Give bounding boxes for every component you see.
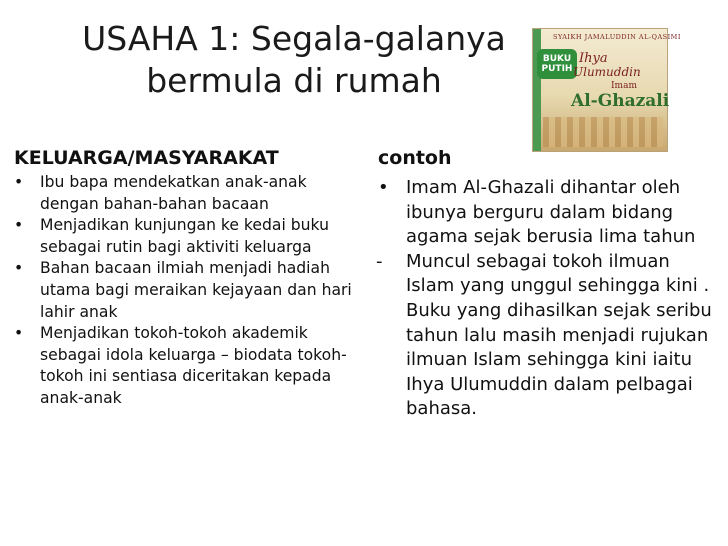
right-dash-text: Muncul sebagai tokoh ilmuan Islam yang unggul sehingga kini . Buku yang dihasilkan sejak seribu tahun lalu masih menjadi rujukan ilmuan Islam sehingga kini iaitu Ihya Ulumuddin dalam pelbagai bahasa. — [406, 250, 712, 420]
cover-author: SYAIKH JAMALUDDIN AL-QASIMI — [553, 33, 681, 41]
bullet-marker: • — [378, 177, 389, 198]
list-item-text: Menjadikan tokoh-tokoh akademik sebagai idola keluarga – biodata tokoh-tokoh ini sentiasa diceritakan kepada anak-anak — [40, 324, 347, 407]
bullet-marker: • — [14, 259, 24, 278]
right-dash-item — [376, 250, 716, 422]
slide-title — [60, 18, 528, 102]
cover-spine-stripe — [533, 29, 541, 151]
list-item — [12, 215, 352, 258]
list-item — [12, 172, 352, 215]
left-column-heading: KELUARGA/MASYARAKAT — [14, 147, 279, 169]
cover-badge — [537, 49, 577, 79]
bullet-marker: • — [14, 173, 24, 191]
cover-badge-line-2: PUTIH — [541, 64, 573, 74]
dash-marker: - — [376, 250, 383, 272]
right-bullet-text: Imam Al-Ghazali dihantar oleh ibunya berguru dalam bidang agama sejak berusia lima tahun — [406, 177, 696, 248]
list-item-text: Bahan bacaan ilmiah menjadi hadiah utama bagi meraikan kejayaan dan hari lahir anak — [40, 259, 352, 321]
cover-ornament — [543, 117, 663, 147]
cover-title-line-1: Ihya — [579, 51, 608, 66]
cover-title-line-3: Imam — [611, 81, 637, 91]
right-bullet-item — [376, 176, 716, 250]
list-item — [12, 258, 352, 323]
cover-badge-line-1: BUKU — [542, 54, 572, 64]
list-item-text: Ibu bapa mendekatkan anak-anak dengan bahan-bahan bacaan — [40, 173, 307, 213]
cover-title-line-4: Al-Ghazali — [571, 91, 670, 111]
list-item-text: Menjadikan kunjungan ke kedai buku sebagai rutin bagi aktiviti keluarga — [40, 216, 329, 256]
bullet-marker: • — [14, 324, 24, 343]
bullet-marker: • — [14, 216, 24, 235]
cover-title-line-2: Ulumuddin — [573, 65, 641, 79]
slide-title-line-2: bermula di rumah — [146, 61, 442, 100]
right-column-heading: contoh — [378, 147, 452, 169]
left-bullet-list — [12, 172, 352, 410]
list-item — [12, 323, 352, 409]
slide-title-line-1: USAHA 1: Segala-galanya — [82, 19, 506, 58]
right-content-block — [376, 176, 716, 422]
book-cover-image — [532, 28, 681, 152]
